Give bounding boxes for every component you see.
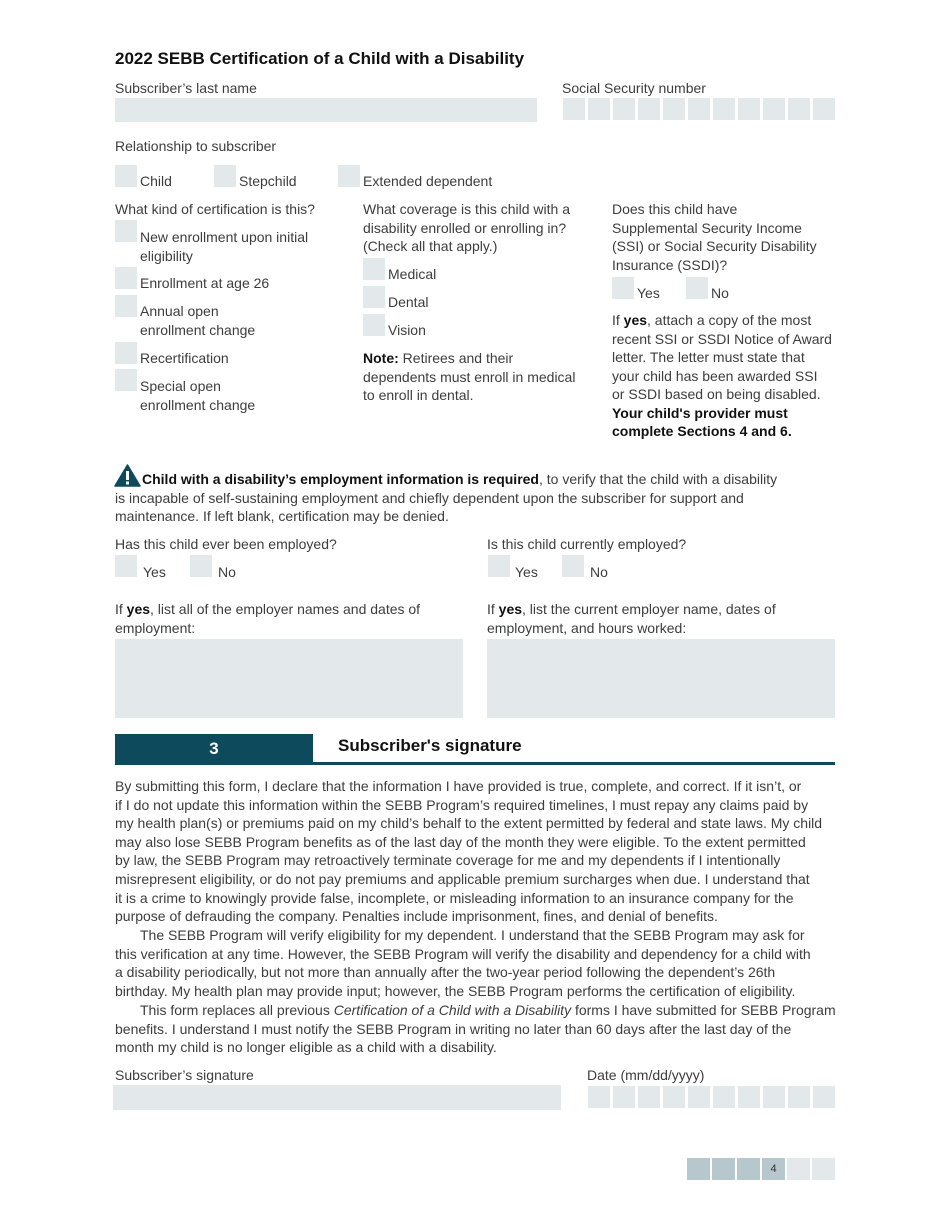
currently-employed-question: Is this child currently employed? [487, 536, 687, 552]
ssn-label: Social Security number [562, 80, 706, 96]
certification-question: What kind of certification is this? [115, 201, 315, 217]
special-open-label: Special open enrollment change [140, 378, 256, 413]
section-title: Subscriber's signature [338, 736, 522, 755]
new-enrollment-checkbox[interactable] [115, 220, 137, 242]
ever-employed-yes-label: Yes [143, 564, 166, 580]
ever-employed-no-checkbox[interactable] [190, 555, 212, 577]
relationship-label: Relationship to subscriber [115, 138, 277, 154]
currently-employed-yes-label: Yes [515, 564, 538, 580]
ever-employed-question: Has this child ever been employed? [115, 536, 337, 552]
current-employer-label: If yes, list the current employer name, dates of employment, and hours worked: [487, 601, 776, 636]
age-26-label: Enrollment at age 26 [140, 275, 270, 291]
currently-employed-no-label: No [590, 564, 608, 580]
stepchild-option-label: Stepchild [239, 173, 297, 189]
signature-field[interactable] [113, 1085, 561, 1110]
last-name-label: Subscriber’s last name [115, 80, 257, 96]
page-indicator [687, 1158, 835, 1180]
section-divider [115, 762, 835, 765]
annual-open-label: Annual open enrollment change [140, 303, 256, 338]
ssn-field[interactable] [563, 98, 835, 120]
ssi-yes-checkbox[interactable] [612, 277, 634, 299]
declaration-paragraph-1: By submitting this form, I declare that the information I have provided is true, complete, and correct. If it isn’t, or if I do not update this information within the SEBB Program’s required timelines, I must repay any claims paid by my health plan(s) or premiums paid on my child’s behalf to the extent permitted by federal and state laws. My child may also lose SEBB Program benefits as of the last day of the month they were eligible. To the extent permitted by law, the SEBB Program may retroactively terminate coverage for me and my dependents if I intentionally misrepresent eligibility, or do not pay premiums and applicable premium surcharges when due. I understand that it is a crime to knowingly provide false, incomplete, or misleading information to an insurance company for the purpose of defrauding the company. Penalties include imprisonment, fines, and denial of benefits. [115, 778, 823, 925]
child-option-label: Child [140, 173, 172, 189]
medical-checkbox[interactable] [363, 258, 385, 280]
new-enrollment-label: New enrollment upon initial eligibility [140, 229, 309, 264]
recertification-checkbox[interactable] [115, 342, 137, 364]
vision-checkbox[interactable] [363, 314, 385, 336]
declaration-paragraph-2: The SEBB Program will verify eligibility for my dependent. I understand that the SEBB Program may ask for this verification at any time. However, the SEBB Program will verify the disability and dependency for a child with a disability periodically, but not more than annually after the two-year period following the dependent’s 26th birthday. My health plan may provide input; however, the SEBB Program performs the certification of eligibility. [115, 927, 811, 999]
age-26-checkbox[interactable] [115, 267, 137, 289]
ssi-yes-label: Yes [637, 285, 660, 301]
extended-dependent-option-label: Extended dependent [363, 173, 493, 189]
extended-dependent-checkbox[interactable] [338, 165, 360, 187]
ssi-no-checkbox[interactable] [686, 277, 708, 299]
signature-label: Subscriber’s signature [115, 1067, 254, 1083]
special-open-checkbox[interactable] [115, 369, 137, 391]
ssi-instructions: If yes, attach a copy of the most recent SSI or SSDI Notice of Award letter. The letter must state that your child has been awarded SSI or SSDI based on being disabled. Your child's provider must complete Sections 4 and 6. [612, 312, 832, 439]
currently-employed-yes-checkbox[interactable] [488, 555, 510, 577]
vision-label: Vision [388, 322, 426, 338]
recertification-label: Recertification [140, 350, 229, 366]
medical-label: Medical [388, 266, 437, 282]
current-employer-field[interactable] [487, 639, 835, 718]
coverage-note: Note: Retirees and their dependents must enroll in medical to enroll in dental. [363, 350, 576, 403]
date-label: Date (mm/dd/yyyy) [587, 1067, 705, 1083]
coverage-question: What coverage is this child with a disability enrolled or enrolling in? (Check all that apply.) [363, 201, 570, 254]
stepchild-checkbox[interactable] [214, 165, 236, 187]
ever-employed-yes-checkbox[interactable] [115, 555, 137, 577]
date-field[interactable] [588, 1086, 835, 1108]
currently-employed-no-checkbox[interactable] [562, 555, 584, 577]
dental-checkbox[interactable] [363, 286, 385, 308]
ssi-question: Does this child have Supplemental Security Income (SSI) or Social Security Disability Insurance (SSDI)? [612, 201, 817, 273]
past-employers-label: If yes, list all of the employer names and dates of employment: [115, 601, 421, 636]
child-checkbox[interactable] [115, 165, 137, 187]
dental-label: Dental [388, 294, 429, 310]
section-number: 3 [115, 734, 313, 763]
employment-warning: Child with a disability’s employment information is required, to verify that the child with a disability is incapable of self-sustaining employment and chiefly dependent upon the subscriber for support and maintenance. If left blank, certification may be denied. [115, 471, 778, 524]
annual-open-checkbox[interactable] [115, 295, 137, 317]
page-number: 4 [762, 1158, 785, 1180]
ever-employed-no-label: No [218, 564, 236, 580]
last-name-field[interactable] [115, 98, 537, 122]
past-employers-field[interactable] [115, 639, 463, 718]
declaration-paragraph-3: This form replaces all previous Certification of a Child with a Disability forms I have submitted for SEBB Program benefits. I understand I must notify the SEBB Program in writing no later than 60 days after the last day of the month my child is no longer eligible as a child with a disability. [115, 1002, 836, 1056]
ssi-no-label: No [711, 285, 729, 301]
page-title: 2022 SEBB Certification of a Child with a Disability [115, 49, 525, 68]
